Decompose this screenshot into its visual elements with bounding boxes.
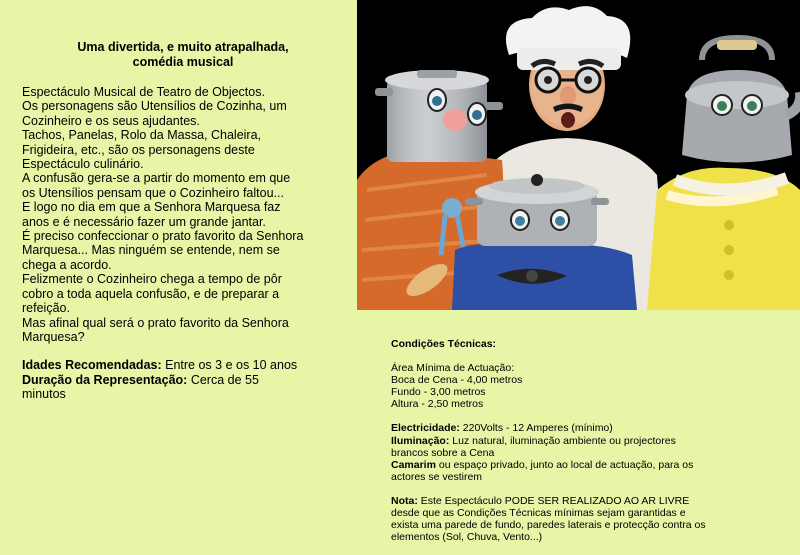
dressing-room-label: Camarim bbox=[391, 458, 436, 471]
area-line: Boca de Cena - 4,00 metros bbox=[391, 374, 523, 387]
duration-value-continued: minutos bbox=[22, 387, 66, 402]
technical-title: Condições Técnicas: bbox=[391, 338, 497, 350]
description-line: Frigideira, etc., são os personagens deste bbox=[22, 142, 255, 157]
description-line: Cozinheiro e os seus ajudantes. bbox=[22, 113, 200, 128]
description-line: Os personagens são Utensílios de Cozinha, um bbox=[22, 99, 287, 114]
description-line: E logo no dia em que a Senhora Marquesa faz bbox=[22, 200, 281, 215]
dressing-room-value: ou espaço privado, junto ao local de actuação, para os bbox=[435, 458, 694, 471]
area-line: Altura - 2,50 metros bbox=[391, 398, 484, 411]
description-line: chega a acordo. bbox=[22, 257, 112, 272]
description-line: Felizmente o Cozinheiro chega a tempo de pôr bbox=[22, 272, 282, 287]
note-line: exista uma parede de fundo, paredes laterais e protecção contra os bbox=[391, 519, 706, 532]
duration-value: Cerca de 55 bbox=[187, 372, 259, 387]
area-title: Área Mínima de Actuação: bbox=[391, 362, 515, 375]
description-line: Marquesa... Mas ninguém se entende, nem se bbox=[22, 243, 280, 258]
description-line: Marquesa? bbox=[22, 329, 85, 344]
requirements bbox=[391, 422, 786, 482]
description-line: Tachos, Panelas, Rolo da Massa, Chaleira, bbox=[22, 128, 262, 143]
minimum-area bbox=[391, 362, 786, 410]
headline bbox=[22, 40, 344, 70]
area-line: Fundo - 3,00 metros bbox=[391, 386, 486, 399]
ages-value: Entre os 3 e os 10 anos bbox=[161, 358, 298, 373]
description-line: os Utensílios pensam que o Cozinheiro faltou... bbox=[22, 185, 284, 200]
lighting-value-continued: brancos sobre a Cena bbox=[391, 446, 495, 459]
note-value: Este Espectáculo PODE SER REALIZADO AO AR LIVRE bbox=[417, 494, 690, 507]
description-line: anos e é necessário fazer um grande jantar. bbox=[22, 214, 266, 229]
note-label: Nota: bbox=[391, 494, 418, 507]
lighting-value: Luz natural, iluminação ambiente ou projectores bbox=[449, 434, 676, 447]
show-facts bbox=[22, 358, 344, 401]
electricity-value: 220Volts - 12 Amperes (mínimo) bbox=[459, 422, 613, 435]
headline-line-1: Uma divertida, e muito atrapalhada, bbox=[77, 40, 289, 54]
electricity-label: Electricidade: bbox=[391, 422, 460, 435]
description-line: A confusão gera-se a partir do momento em que bbox=[22, 171, 291, 186]
recommended-ages bbox=[22, 358, 344, 372]
show-duration bbox=[22, 373, 344, 402]
outdoor-note bbox=[391, 495, 786, 543]
duration-label: Duração da Representação: bbox=[22, 372, 188, 387]
electricity-requirement bbox=[391, 422, 786, 434]
headline-line-2: comédia musical bbox=[132, 55, 234, 69]
description-line: Espectáculo culinário. bbox=[22, 157, 144, 172]
lighting-label: Iluminação: bbox=[391, 434, 450, 447]
note-line: desde que as Condições Técnicas mínimas sejam garantidas e bbox=[391, 507, 686, 520]
ages-label: Idades Recomendadas: bbox=[22, 358, 162, 373]
puppets-illustration bbox=[357, 0, 800, 310]
description-line: cobro a toda aquela confusão, e de preparar a bbox=[22, 286, 280, 301]
description-line: Mas afinal qual será o prato favorito da Senhora bbox=[22, 315, 289, 330]
description-line: É preciso confeccionar o prato favorito da Senhora bbox=[22, 229, 304, 244]
description-line: refeição. bbox=[22, 301, 70, 316]
note-first-line bbox=[391, 495, 786, 507]
description-line: Espectáculo Musical de Teatro de Objectos. bbox=[22, 85, 265, 99]
lighting-requirement bbox=[391, 435, 786, 447]
technical-conditions bbox=[391, 338, 786, 555]
note-line: elementos (Sol, Chuva, Vento...) bbox=[391, 531, 543, 544]
dressing-room-requirement bbox=[391, 459, 786, 471]
show-description bbox=[22, 85, 344, 344]
dressing-room-value-continued: actores se vestirem bbox=[391, 470, 483, 483]
show-photo bbox=[357, 0, 800, 310]
description-column bbox=[22, 40, 344, 402]
